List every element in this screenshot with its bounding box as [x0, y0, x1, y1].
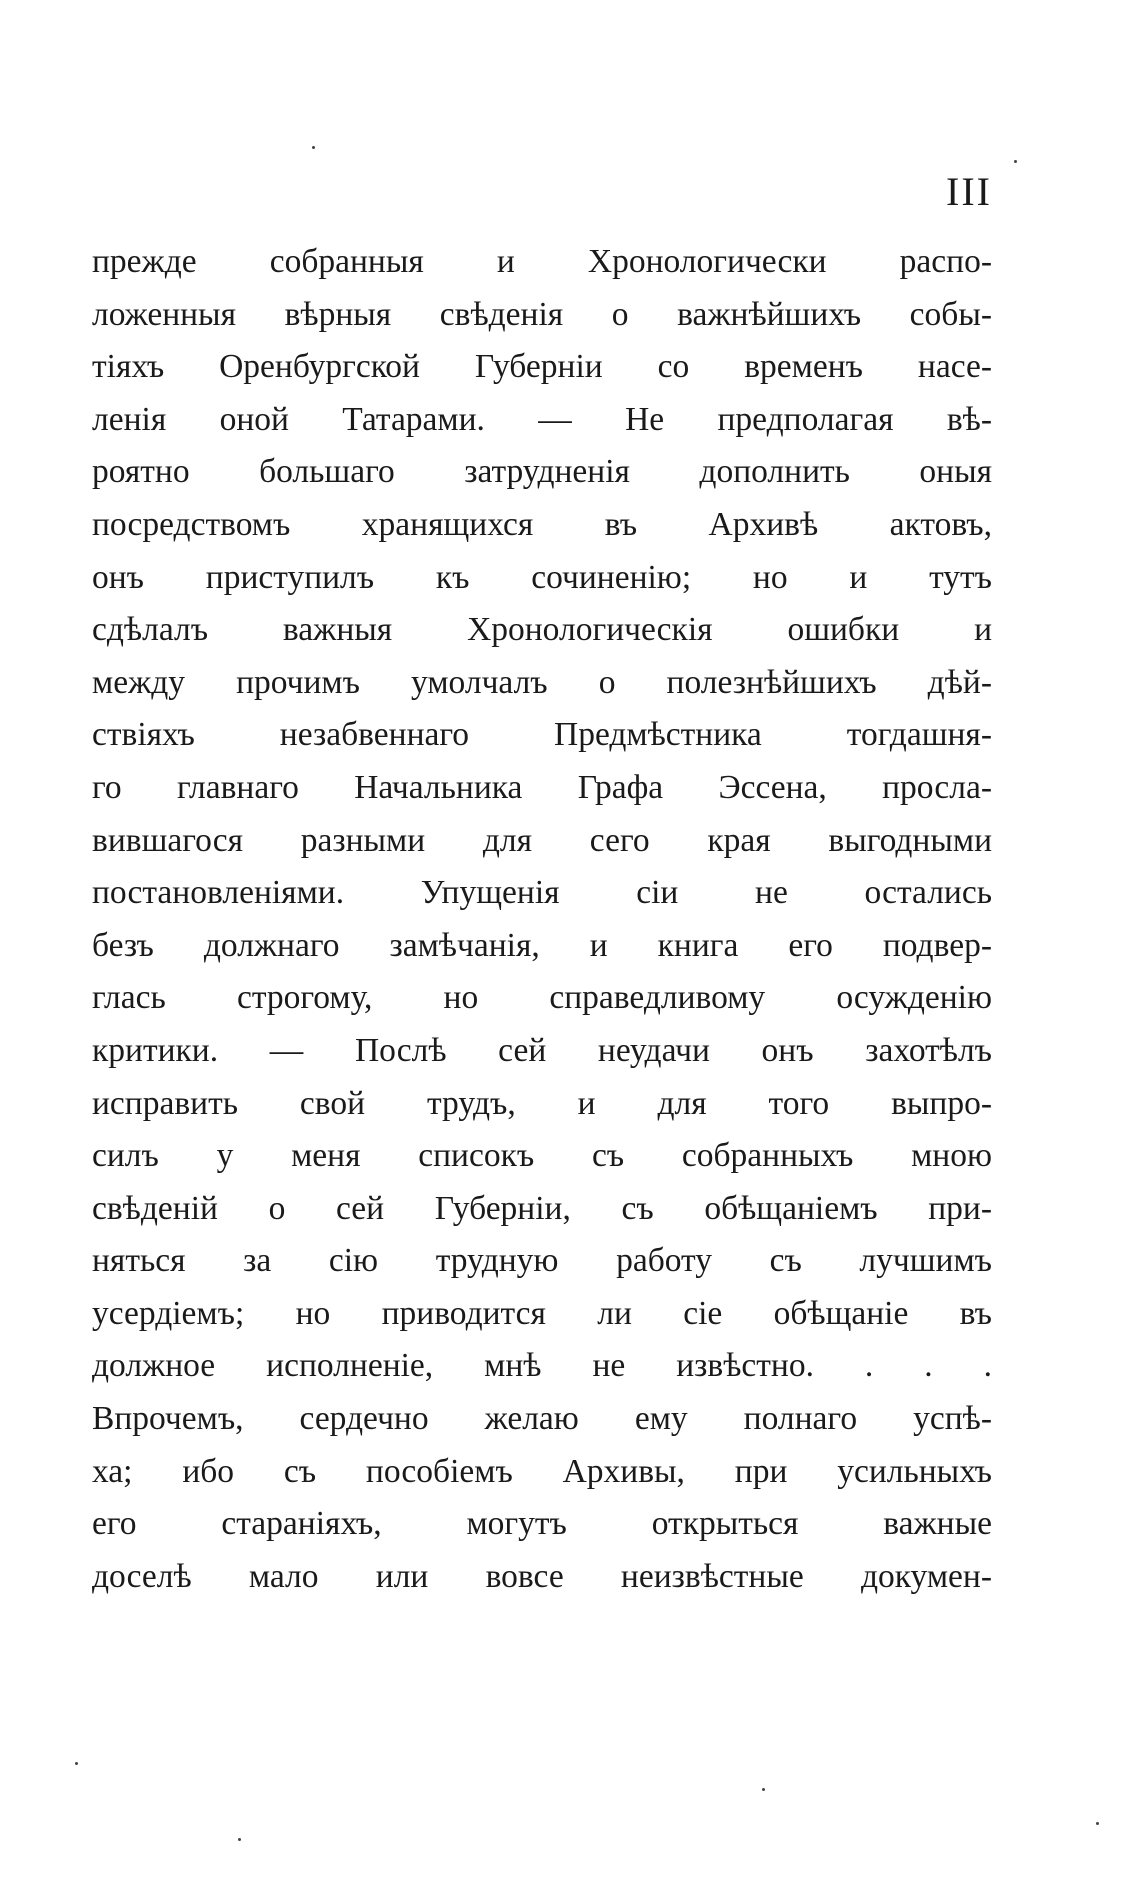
text-line: между прочимъ умолчалъ о полезнѣйшихъ дѣй-	[92, 663, 992, 701]
text-line: постановленіями. Упущенія сіи не остались	[92, 874, 992, 912]
text-line: роятно большаго затрудненія дополнить оныя	[92, 453, 992, 491]
text-line: прежде собранныя и Хронологически распо-	[92, 243, 992, 280]
text-line: Впрочемъ, сердечно желаю ему полнаго успѣ-	[92, 1400, 992, 1438]
text-line: усердіемъ; но приводится ли сіе обѣщаніе въ	[92, 1294, 992, 1332]
text-line: ложенныя вѣрныя свѣденія о важнѣйшихъ собы-	[92, 295, 992, 333]
text-line: исправить свой трудъ, и для того выпро-	[92, 1084, 992, 1122]
print-speck	[1014, 160, 1017, 163]
print-speck	[762, 1788, 765, 1791]
text-line: свѣденій о сей Губерніи, съ обѣщаніемъ при-	[92, 1189, 992, 1227]
text-line: няться за сію трудную работу съ лучшимъ	[92, 1242, 992, 1280]
print-speck	[238, 1838, 241, 1841]
text-line: его стараніяхъ, могутъ открыться важные	[92, 1505, 992, 1543]
text-line: критики. — Послѣ сей неудачи онъ захотѣлъ	[92, 1031, 992, 1069]
text-line: должное исполненіе, мнѣ не извѣстно. . . .	[92, 1347, 992, 1385]
body-text	[92, 236, 992, 1603]
text-line: тіяхъ Оренбургской Губерніи со временъ насе-	[92, 348, 992, 386]
text-line: доселѣ мало или вовсе неизвѣстные докумен-	[92, 1557, 992, 1595]
print-speck	[312, 146, 315, 149]
text-line: вившагося разными для сего края выгодными	[92, 821, 992, 859]
text-line: онъ приступилъ къ сочиненію; но и тутъ	[92, 558, 992, 596]
text-line: ха; ибо съ пособіемъ Архивы, при усильныхъ	[92, 1452, 992, 1490]
text-line: глась строгому, но справедливому осужденію	[92, 979, 992, 1017]
text-line: силъ у меня списокъ съ собранныхъ мною	[92, 1137, 992, 1175]
text-line: сдѣлалъ важныя Хронологическія ошибки и	[92, 611, 992, 649]
text-line: ствіяхъ незабвеннаго Предмѣстника тогдашня-	[92, 716, 992, 754]
text-line: ленія оной Татарами. — Не предполагая вѣ-	[92, 400, 992, 438]
page-number: III	[946, 169, 992, 214]
text-line: го главнаго Начальника Графа Эссена, просла-	[92, 768, 992, 806]
print-speck	[1096, 1822, 1099, 1825]
text-line: безъ должнаго замѣчанія, и книга его подвер-	[92, 926, 992, 964]
text-line: посредствомъ хранящихся въ Архивѣ актовъ,	[92, 505, 992, 543]
print-speck	[75, 1762, 78, 1765]
